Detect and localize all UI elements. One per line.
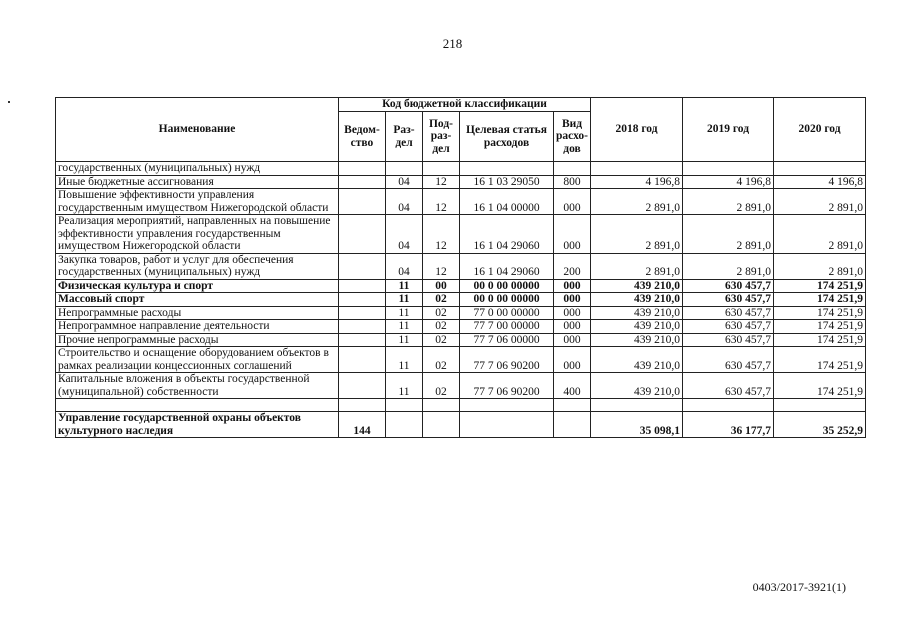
- header-subsection: Под-раз-дел: [423, 112, 460, 162]
- cell-ministry: [339, 347, 386, 373]
- cell-expense-type: 000: [554, 215, 591, 254]
- cell-name: Иные бюджетные ассигнования: [56, 175, 339, 189]
- table-row: [56, 399, 866, 412]
- cell-subsection: 02: [423, 320, 460, 334]
- table-row: [56, 215, 866, 254]
- cell-subsection: 12: [423, 253, 460, 279]
- cell-expense-type: 000: [554, 306, 591, 320]
- cell-ministry: [339, 189, 386, 215]
- cell-ministry: [339, 373, 386, 399]
- cell-section: [386, 412, 423, 438]
- cell-2019: 630 457,7: [683, 373, 774, 399]
- header-expense-type: Вид расхо-дов: [554, 112, 591, 162]
- cell-expense-type: 200: [554, 253, 591, 279]
- cell-name: Реализация мероприятий, направленных на повышение эффективности управления государственным имуществом Нижегородской области: [56, 215, 339, 254]
- cell-section: 11: [386, 320, 423, 334]
- table-header: [56, 98, 866, 162]
- cell-target: 77 7 06 90200: [460, 347, 554, 373]
- cell-2019: 630 457,7: [683, 333, 774, 347]
- cell-2019: 36 177,7: [683, 412, 774, 438]
- cell-2020: 174 251,9: [774, 373, 866, 399]
- cell-2020: [774, 399, 866, 412]
- table-row: [56, 293, 866, 307]
- cell-ministry: [339, 253, 386, 279]
- header-2020: 2020 год: [774, 98, 866, 162]
- cell-name: государственных (муниципальных) нужд: [56, 162, 339, 176]
- cell-section: [386, 399, 423, 412]
- cell-name: Повышение эффективности управления государственным имуществом Нижегородской области: [56, 189, 339, 215]
- cell-ministry: [339, 175, 386, 189]
- cell-target: 77 7 06 90200: [460, 373, 554, 399]
- cell-expense-type: 000: [554, 189, 591, 215]
- cell-expense-type: [554, 412, 591, 438]
- cell-2019: 630 457,7: [683, 320, 774, 334]
- cell-target: 77 0 00 00000: [460, 306, 554, 320]
- cell-2019: 630 457,7: [683, 306, 774, 320]
- cell-2020: 174 251,9: [774, 320, 866, 334]
- cell-expense-type: [554, 162, 591, 176]
- cell-name: Непрограммные расходы: [56, 306, 339, 320]
- cell-2019: 630 457,7: [683, 293, 774, 307]
- cell-section: 04: [386, 189, 423, 215]
- cell-2020: 174 251,9: [774, 306, 866, 320]
- cell-expense-type: [554, 399, 591, 412]
- page-number: 218: [442, 36, 463, 51]
- cell-2018: 439 210,0: [591, 293, 683, 307]
- cell-2020: [774, 162, 866, 176]
- cell-2020: 2 891,0: [774, 253, 866, 279]
- cell-subsection: 12: [423, 215, 460, 254]
- cell-target: [460, 412, 554, 438]
- cell-2018: 439 210,0: [591, 279, 683, 293]
- cell-ministry: [339, 279, 386, 293]
- cell-2018: 439 210,0: [591, 347, 683, 373]
- cell-target: 16 1 03 29050: [460, 175, 554, 189]
- cell-target: 77 7 00 00000: [460, 320, 554, 334]
- cell-ministry: 144: [339, 412, 386, 438]
- table-row: [56, 373, 866, 399]
- cell-target: 77 7 06 00000: [460, 333, 554, 347]
- table-row: [56, 412, 866, 438]
- cell-target: [460, 399, 554, 412]
- cell-name: Закупка товаров, работ и услуг для обеспечения государственных (муниципальных) нужд: [56, 253, 339, 279]
- cell-section: 04: [386, 175, 423, 189]
- cell-expense-type: 000: [554, 333, 591, 347]
- cell-2019: [683, 399, 774, 412]
- cell-name: Строительство и оснащение оборудованием объектов в рамках реализации концессионных соглашений: [56, 347, 339, 373]
- cell-2019: 4 196,8: [683, 175, 774, 189]
- cell-subsection: 00: [423, 279, 460, 293]
- cell-subsection: [423, 399, 460, 412]
- cell-subsection: 12: [423, 175, 460, 189]
- cell-target: [460, 162, 554, 176]
- cell-2018: [591, 162, 683, 176]
- cell-2020: 2 891,0: [774, 215, 866, 254]
- header-target: Целевая статья расходов: [460, 112, 554, 162]
- cell-subsection: [423, 412, 460, 438]
- cell-name: [56, 399, 339, 412]
- cell-2020: 35 252,9: [774, 412, 866, 438]
- cell-ministry: [339, 162, 386, 176]
- cell-section: 11: [386, 306, 423, 320]
- table-row: [56, 306, 866, 320]
- cell-expense-type: 400: [554, 373, 591, 399]
- cell-ministry: [339, 306, 386, 320]
- cell-section: 11: [386, 347, 423, 373]
- cell-ministry: [339, 333, 386, 347]
- cell-section: [386, 162, 423, 176]
- table-row: [56, 333, 866, 347]
- cell-subsection: [423, 162, 460, 176]
- header-name: Наименование: [56, 98, 339, 162]
- cell-2018: 35 098,1: [591, 412, 683, 438]
- cell-target: 00 0 00 00000: [460, 279, 554, 293]
- cell-2018: 2 891,0: [591, 189, 683, 215]
- cell-2018: 4 196,8: [591, 175, 683, 189]
- cell-2020: 174 251,9: [774, 293, 866, 307]
- cell-name: Управление государственной охраны объектов культурного наследия: [56, 412, 339, 438]
- cell-2018: 439 210,0: [591, 333, 683, 347]
- budget-table: [55, 97, 866, 438]
- cell-2019: 630 457,7: [683, 279, 774, 293]
- table-row: [56, 347, 866, 373]
- cell-subsection: 02: [423, 373, 460, 399]
- cell-name: Непрограммное направление деятельности: [56, 320, 339, 334]
- cell-section: 11: [386, 279, 423, 293]
- cell-subsection: 02: [423, 306, 460, 320]
- cell-section: 11: [386, 333, 423, 347]
- header-section: Раз-дел: [386, 112, 423, 162]
- cell-2018: 439 210,0: [591, 320, 683, 334]
- scan-speck: [8, 101, 10, 103]
- cell-name: Капитальные вложения в объекты государственной (муниципальной) собственности: [56, 373, 339, 399]
- cell-expense-type: 000: [554, 279, 591, 293]
- cell-section: 11: [386, 293, 423, 307]
- cell-2020: 2 891,0: [774, 189, 866, 215]
- cell-name: Физическая культура и спорт: [56, 279, 339, 293]
- header-2018: 2018 год: [591, 98, 683, 162]
- table-row: [56, 279, 866, 293]
- table-row: [56, 253, 866, 279]
- cell-ministry: [339, 215, 386, 254]
- document-code: 0403/2017-3921(1): [752, 580, 846, 594]
- cell-2019: 2 891,0: [683, 189, 774, 215]
- cell-subsection: 02: [423, 347, 460, 373]
- header-ministry: Ведом-ство: [339, 112, 386, 162]
- cell-2019: 2 891,0: [683, 253, 774, 279]
- cell-2019: [683, 162, 774, 176]
- cell-2018: 439 210,0: [591, 373, 683, 399]
- cell-target: 00 0 00 00000: [460, 293, 554, 307]
- cell-2020: 174 251,9: [774, 279, 866, 293]
- cell-ministry: [339, 293, 386, 307]
- cell-target: 16 1 04 29060: [460, 253, 554, 279]
- cell-section: 11: [386, 373, 423, 399]
- cell-2019: 2 891,0: [683, 215, 774, 254]
- cell-2020: 174 251,9: [774, 333, 866, 347]
- table-row: [56, 162, 866, 176]
- cell-subsection: 02: [423, 293, 460, 307]
- cell-2018: 439 210,0: [591, 306, 683, 320]
- cell-2018: 2 891,0: [591, 215, 683, 254]
- table-row: [56, 320, 866, 334]
- cell-expense-type: 000: [554, 320, 591, 334]
- header-code-group: Код бюджетной классификации: [339, 98, 591, 112]
- cell-subsection: 02: [423, 333, 460, 347]
- cell-2020: 4 196,8: [774, 175, 866, 189]
- cell-expense-type: 000: [554, 347, 591, 373]
- cell-ministry: [339, 399, 386, 412]
- cell-2019: 630 457,7: [683, 347, 774, 373]
- table-row: [56, 175, 866, 189]
- cell-expense-type: 000: [554, 293, 591, 307]
- cell-2018: 2 891,0: [591, 253, 683, 279]
- cell-name: Массовый спорт: [56, 293, 339, 307]
- cell-subsection: 12: [423, 189, 460, 215]
- table-row: [56, 189, 866, 215]
- cell-2018: [591, 399, 683, 412]
- cell-name: Прочие непрограммные расходы: [56, 333, 339, 347]
- cell-2020: 174 251,9: [774, 347, 866, 373]
- cell-section: 04: [386, 253, 423, 279]
- cell-section: 04: [386, 215, 423, 254]
- cell-target: 16 1 04 29060: [460, 215, 554, 254]
- cell-ministry: [339, 320, 386, 334]
- cell-target: 16 1 04 00000: [460, 189, 554, 215]
- table-body: [56, 162, 866, 438]
- header-2019: 2019 год: [683, 98, 774, 162]
- cell-expense-type: 800: [554, 175, 591, 189]
